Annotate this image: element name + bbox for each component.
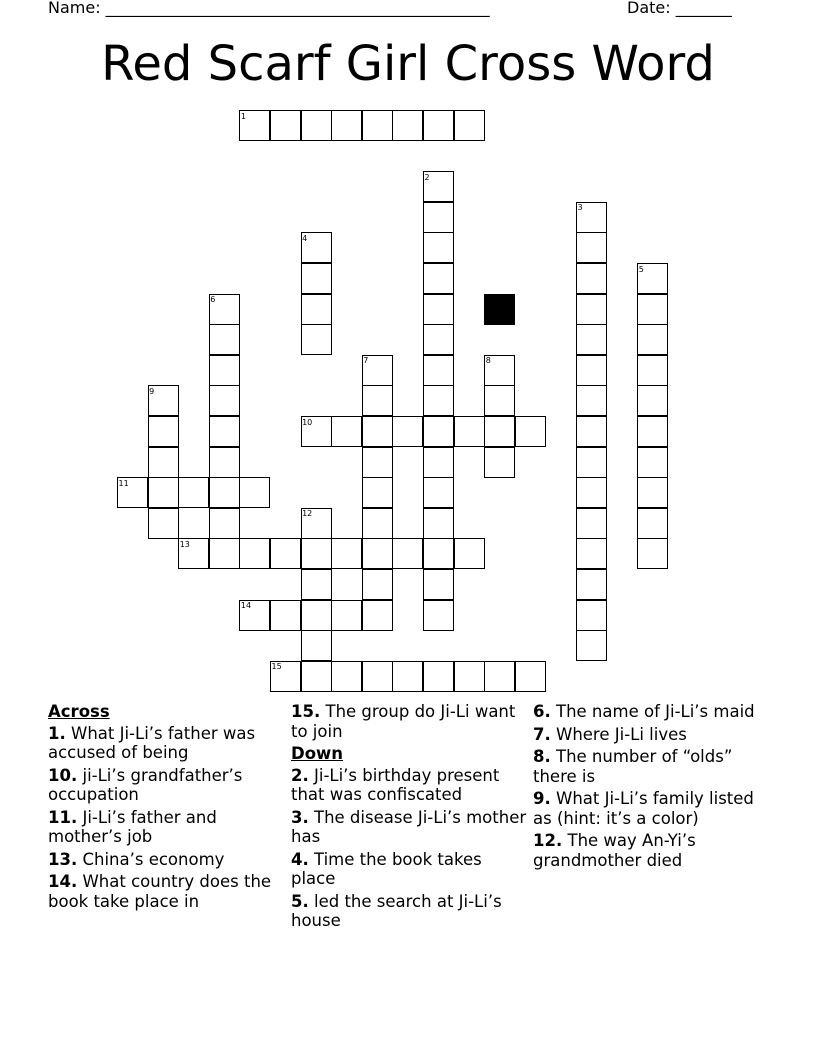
- grid-cell[interactable]: [301, 110, 332, 141]
- clue-across-15: 15. The group do Ji-Li want to join: [291, 702, 516, 741]
- grid-cell[interactable]: [331, 416, 362, 447]
- clue-number-9: 9: [149, 386, 155, 396]
- grid-cell[interactable]: [209, 508, 240, 539]
- grid-cell[interactable]: [301, 569, 332, 600]
- grid-cell[interactable]: [423, 661, 454, 692]
- grid-cell[interactable]: [637, 508, 668, 539]
- grid-cell[interactable]: [484, 385, 515, 416]
- clue-column-3: [533, 702, 769, 873]
- grid-cell[interactable]: [392, 110, 423, 141]
- grid-cell[interactable]: [178, 477, 209, 508]
- grid-cell[interactable]: [423, 416, 454, 447]
- clue-number-14: 14: [240, 601, 252, 611]
- grid-cell[interactable]: [209, 324, 240, 355]
- clue-down-8: 8. The number of “olds” there is: [533, 747, 733, 786]
- grid-cell[interactable]: [637, 477, 668, 508]
- grid-cell[interactable]: [209, 385, 240, 416]
- grid-cell[interactable]: [331, 661, 362, 692]
- grid-cell[interactable]: [148, 477, 179, 508]
- grid-cell[interactable]: [637, 385, 668, 416]
- grid-cell[interactable]: [637, 324, 668, 355]
- grid-cell[interactable]: [576, 569, 607, 600]
- grid-cell[interactable]: [148, 416, 179, 447]
- clue-down-9: 9. What Ji-Li’s family listed as (hint: it’s a color): [533, 789, 754, 828]
- grid-cell[interactable]: [576, 538, 607, 569]
- clue-number-11: 11: [118, 478, 129, 488]
- grid-cell[interactable]: [637, 294, 668, 325]
- grid-cell[interactable]: [423, 263, 454, 294]
- grid-cell[interactable]: [209, 538, 240, 569]
- grid-cell[interactable]: [423, 202, 454, 233]
- clue-number-8: 8: [485, 356, 491, 366]
- grid-cell[interactable]: [423, 477, 454, 508]
- clue-number-1: 1: [240, 111, 246, 121]
- grid-cell[interactable]: [423, 355, 454, 386]
- grid-cell[interactable]: [576, 416, 607, 447]
- grid-cell[interactable]: [423, 294, 454, 325]
- clue-down-6: 6. The name of Ji-Li’s maid: [533, 702, 755, 721]
- grid-cell[interactable]: [637, 355, 668, 386]
- down-heading: Down: [291, 744, 344, 763]
- clue-number-7: 7: [363, 356, 369, 366]
- grid-cell[interactable]: [423, 324, 454, 355]
- grid-cell[interactable]: [331, 110, 362, 141]
- grid-cell[interactable]: [239, 538, 270, 569]
- grid-cell[interactable]: [209, 355, 240, 386]
- grid-cell[interactable]: [362, 508, 393, 539]
- grid-cell[interactable]: [362, 385, 393, 416]
- grid-cell[interactable]: [362, 110, 393, 141]
- grid-cell[interactable]: [484, 447, 515, 478]
- grid-cell[interactable]: [209, 477, 240, 508]
- grid-cell[interactable]: [454, 416, 485, 447]
- clue-down-7: 7. Where Ji-Li lives: [533, 724, 687, 744]
- grid-cell[interactable]: [301, 263, 332, 294]
- clue-number-13: 13: [179, 539, 190, 549]
- grid-cell[interactable]: [515, 661, 546, 692]
- grid-cell[interactable]: [331, 538, 362, 569]
- grid-cell[interactable]: [301, 294, 332, 325]
- grid-cell[interactable]: [301, 324, 332, 355]
- across-heading: Across: [48, 702, 110, 721]
- clue-number-10: 10: [302, 417, 313, 427]
- grid-cell[interactable]: [454, 661, 485, 692]
- grid-cell[interactable]: [576, 600, 607, 631]
- grid-cell[interactable]: [576, 630, 607, 661]
- clue-down-4: 4. Time the book takes place: [291, 849, 482, 888]
- grid-cell[interactable]: [362, 661, 393, 692]
- grid-cell[interactable]: [270, 600, 301, 631]
- clue-down-12: 12. The way An-Yi’s grandmother died: [533, 831, 696, 870]
- grid-cell[interactable]: [576, 385, 607, 416]
- clue-column-2: [291, 702, 527, 934]
- grid-cell[interactable]: [423, 569, 454, 600]
- clue-number-2: 2: [424, 172, 430, 182]
- grid-cell[interactable]: [209, 416, 240, 447]
- grid-cell[interactable]: [454, 538, 485, 569]
- grid-cell[interactable]: [576, 355, 607, 386]
- grid-cell[interactable]: [637, 416, 668, 447]
- clue-across-11: 11. Ji-Li’s father and mother’s job: [48, 807, 217, 846]
- grid-cell[interactable]: [454, 110, 485, 141]
- grid-cell[interactable]: [270, 538, 301, 569]
- clue-number-4: 4: [302, 233, 308, 243]
- clue-across-13: 13. China’s economy: [48, 849, 225, 869]
- clue-down-5: 5. led the search at Ji-Li’s house: [291, 891, 502, 930]
- grid-cell[interactable]: [362, 477, 393, 508]
- grid-cell[interactable]: [362, 416, 393, 447]
- clue-across-1: 1. What Ji-Li’s father was accused of being: [48, 723, 256, 762]
- grid-cell[interactable]: [301, 538, 332, 569]
- grid-cell[interactable]: [576, 232, 607, 263]
- clue-down-2: 2. Ji-Li’s birthday present that was confiscated: [291, 765, 500, 804]
- grid-cell[interactable]: [362, 569, 393, 600]
- grid-cell[interactable]: [576, 508, 607, 539]
- clue-number-3: 3: [577, 203, 583, 213]
- grid-cell[interactable]: [576, 447, 607, 478]
- grid-cell[interactable]: [301, 661, 332, 692]
- blocked-cell: [484, 294, 515, 325]
- grid-cell[interactable]: [392, 416, 423, 447]
- clue-across-10: 10. ji-Li’s grandfather’s occupation: [48, 765, 243, 804]
- clue-number-6: 6: [210, 295, 216, 305]
- grid-cell[interactable]: [331, 600, 362, 631]
- name-field-label: Name: ________________________________________________: [48, 0, 490, 17]
- grid-cell[interactable]: [239, 477, 270, 508]
- grid-cell[interactable]: [362, 538, 393, 569]
- grid-cell[interactable]: [270, 110, 301, 141]
- clue-column-1: [48, 702, 284, 914]
- grid-cell[interactable]: [301, 600, 332, 631]
- grid-cell[interactable]: [484, 416, 515, 447]
- date-field-label: Date: _______: [627, 0, 732, 17]
- grid-cell[interactable]: [637, 538, 668, 569]
- grid-cell[interactable]: [423, 110, 454, 141]
- page-title: Red Scarf Girl Cross Word: [101, 36, 715, 92]
- grid-cell[interactable]: [515, 416, 546, 447]
- clue-number-15: 15: [271, 662, 282, 672]
- grid-cell[interactable]: [148, 508, 179, 539]
- grid-cell[interactable]: [423, 447, 454, 478]
- grid-cell[interactable]: [423, 232, 454, 263]
- grid-cell[interactable]: [209, 447, 240, 478]
- grid-cell[interactable]: [301, 630, 332, 661]
- grid-cell[interactable]: [392, 661, 423, 692]
- grid-cell[interactable]: [484, 661, 515, 692]
- grid-cell[interactable]: [423, 538, 454, 569]
- clue-down-3: 3. The disease Ji-Li’s mother has: [291, 807, 527, 846]
- grid-cell[interactable]: [423, 508, 454, 539]
- grid-cell[interactable]: [362, 447, 393, 478]
- grid-cell[interactable]: [576, 294, 607, 325]
- grid-cell[interactable]: [392, 538, 423, 569]
- grid-cell[interactable]: [576, 324, 607, 355]
- clue-across-14: 14. What country does the book take place in: [48, 872, 272, 911]
- grid-cell[interactable]: [423, 385, 454, 416]
- grid-cell[interactable]: [362, 600, 393, 631]
- grid-cell[interactable]: [637, 447, 668, 478]
- grid-cell[interactable]: [148, 447, 179, 478]
- clue-number-5: 5: [638, 264, 644, 274]
- grid-cell[interactable]: [576, 263, 607, 294]
- grid-cell[interactable]: [576, 477, 607, 508]
- grid-cell[interactable]: [423, 600, 454, 631]
- clue-number-12: 12: [302, 509, 313, 519]
